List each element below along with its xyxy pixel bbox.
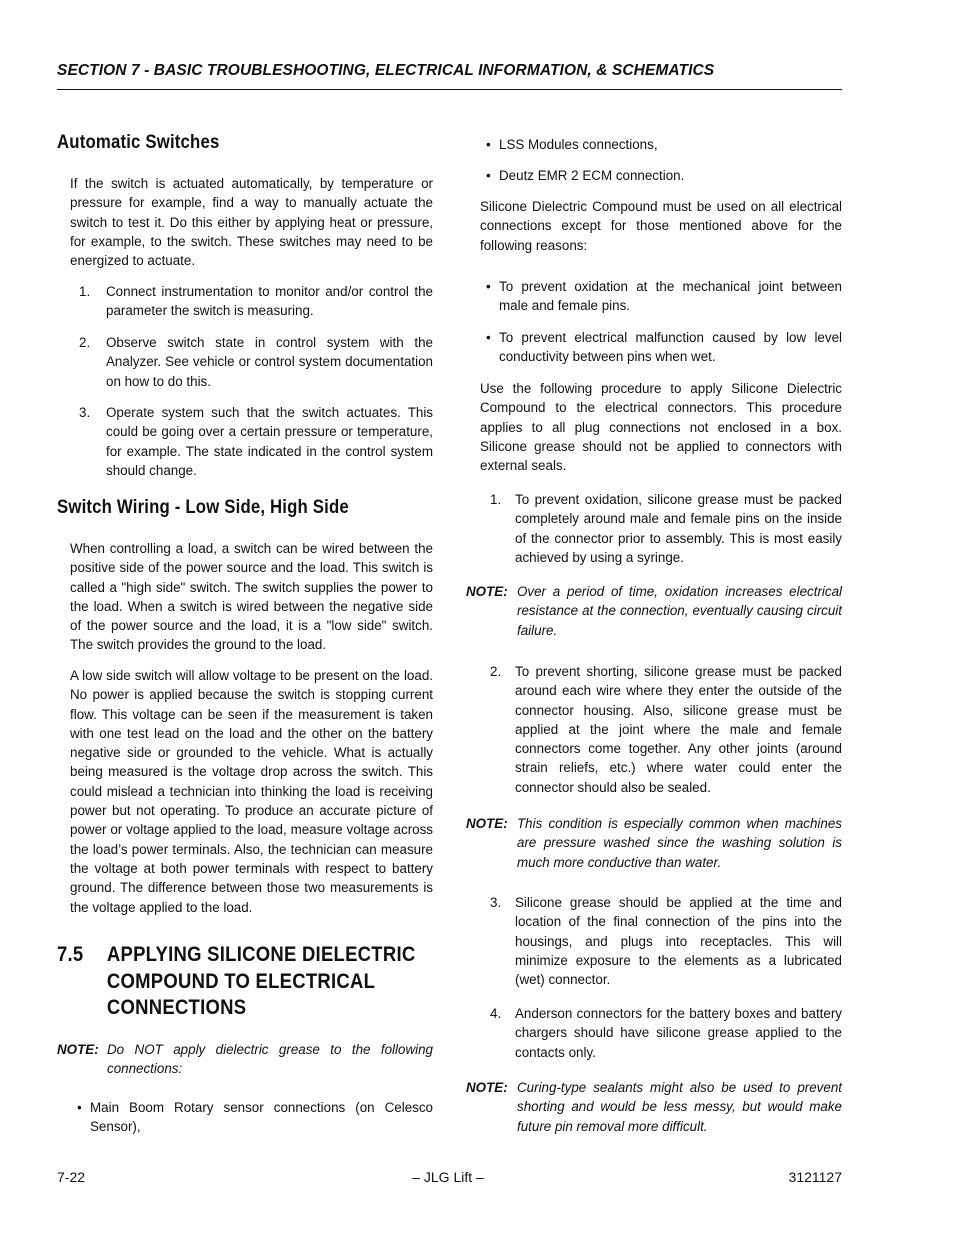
section-title-line-3: CONNECTIONS	[106, 995, 247, 1019]
note-text: This condition is especially common when machines are pressure washed since the washing solution is much more conductive than water.	[517, 816, 842, 870]
step-number: 2.	[490, 664, 502, 679]
bullet-text: Deutz EMR 2 ECM connection.	[499, 168, 685, 183]
section-number: 7.5	[57, 942, 84, 966]
note-text: Do NOT apply dielectric grease to the following connections:	[107, 1042, 433, 1077]
footer-brand: – JLG Lift –	[412, 1169, 484, 1185]
bullet-dot: •	[77, 1100, 82, 1115]
step-number: 1.	[79, 284, 91, 299]
bullet-dot: •	[486, 137, 491, 152]
note-label: NOTE:	[57, 1042, 99, 1057]
bullet-dot: •	[486, 330, 491, 345]
note-text: Over a period of time, oxidation increases electrical resistance at the connection, eventually causing circuit failure.	[517, 584, 842, 638]
bullet-text: LSS Modules connections,	[499, 137, 658, 152]
step-text: Silicone grease should be applied at the time and location of the final connection of the pins into the housings, and plugs into receptacles. This will minimize exposure to the elements as a lubricated (wet) connector.	[515, 895, 842, 988]
reasons-intro: Silicone Dielectric Compound must be used on all electrical connections except for those mentioned above for the following reasons:	[480, 199, 842, 253]
step-number: 3.	[490, 895, 502, 910]
note-label: NOTE:	[466, 816, 508, 831]
switch-wiring-heading: Switch Wiring - Low Side, High Side	[57, 496, 349, 518]
switch-wiring-para-1: When controlling a load, a switch can be wired between the positive side of the power source and the load. This switch is called a "high side" switch. The switch supplies the power to the load. When a switch is wired between the negative side of the power source and the load, it is a "low side" switch. The switch provides the ground to the load.	[70, 541, 433, 653]
step-number: 3.	[79, 405, 91, 420]
bullet-dot: •	[486, 279, 491, 294]
step-text: Connect instrumentation to monitor and/or control the parameter the switch is measuring.	[106, 284, 433, 319]
section-7-5-heading	[57, 941, 435, 1021]
note-text: Curing-type sealants might also be used to prevent shorting and would be less messy, but would make future pin removal more difficult.	[517, 1080, 842, 1134]
step-text: Observe switch state in control system with the Analyzer. See vehicle or control system documentation on how to do this.	[106, 335, 433, 389]
note-label: NOTE:	[466, 584, 508, 599]
automatic-switches-heading: Automatic Switches	[57, 131, 220, 153]
step-number: 2.	[79, 335, 91, 350]
section-title-line-2: COMPOUND TO ELECTRICAL	[106, 968, 376, 993]
note-label: NOTE:	[466, 1080, 508, 1095]
step-text: Anderson connectors for the battery boxes and battery chargers should have silicone grease applied to the contacts only.	[515, 1006, 842, 1060]
step-number: 4.	[490, 1006, 502, 1021]
page-number: 7-22	[57, 1169, 86, 1185]
bullet-text: To prevent electrical malfunction caused by low level conductivity between pins when wet.	[499, 330, 842, 365]
automatic-switches-intro: If the switch is actuated automatically, by temperature or pressure for example, find a way to manually actuate the switch to test it. Do this either by applying heat or pressure, for example, to the switch. These switches may need to be energized to actuate.	[70, 176, 433, 269]
section-header: SECTION 7 - BASIC TROUBLESHOOTING, ELECTRICAL INFORMATION, & SCHEMATICS	[57, 62, 715, 79]
step-text: To prevent shorting, silicone grease must be packed around each wire where they enter the outside of the connector housing. Also, silicone grease must be applied at the joint where the male and female connectors come together. Any other joints (around strain reliefs, etc.) where water could enter the connector should also be sealed.	[515, 664, 842, 795]
step-text: To prevent oxidation, silicone grease must be packed completely around male and female pins on the inside of the connector prior to assembly. This is most easily achieved by using a syringe.	[515, 492, 842, 565]
step-number: 1.	[490, 492, 502, 507]
bullet-text: To prevent oxidation at the mechanical joint between male and female pins.	[499, 279, 842, 314]
header-rule	[57, 89, 842, 90]
bullet-text: Main Boom Rotary sensor connections (on Celesco Sensor),	[90, 1100, 433, 1135]
bullet-dot: •	[486, 168, 491, 183]
step-text: Operate system such that the switch actuates. This could be going over a certain pressure or temperature, for example. The state indicated in the control system should change.	[106, 405, 433, 478]
switch-wiring-para-2: A low side switch will allow voltage to be present on the load. No power is applied because the switch is stopping current flow. This voltage can be seen if the measurement is taken with one test lead on the load and the other on the battery negative side or grounded to the vehicle. What is actually being measured is the voltage drop across the switch. This could mislead a technician into thinking the load is receiving power but not operating. To produce an accurate picture of power or voltage applied to the load, measure voltage across the load’s power terminals. Also, the technician can measure the voltage at both power terminals with respect to battery ground. The difference between those two measurements is the voltage applied to the load.	[70, 668, 433, 915]
document-number: 3121127	[788, 1169, 842, 1185]
section-title-line-1: APPLYING SILICONE DIELECTRIC	[106, 942, 416, 966]
procedure-intro: Use the following procedure to apply Silicone Dielectric Compound to the electrical connectors. This procedure applies to all plug connections not enclosed in a box. Silicone grease should not be applied to connectors with external seals.	[480, 381, 842, 474]
